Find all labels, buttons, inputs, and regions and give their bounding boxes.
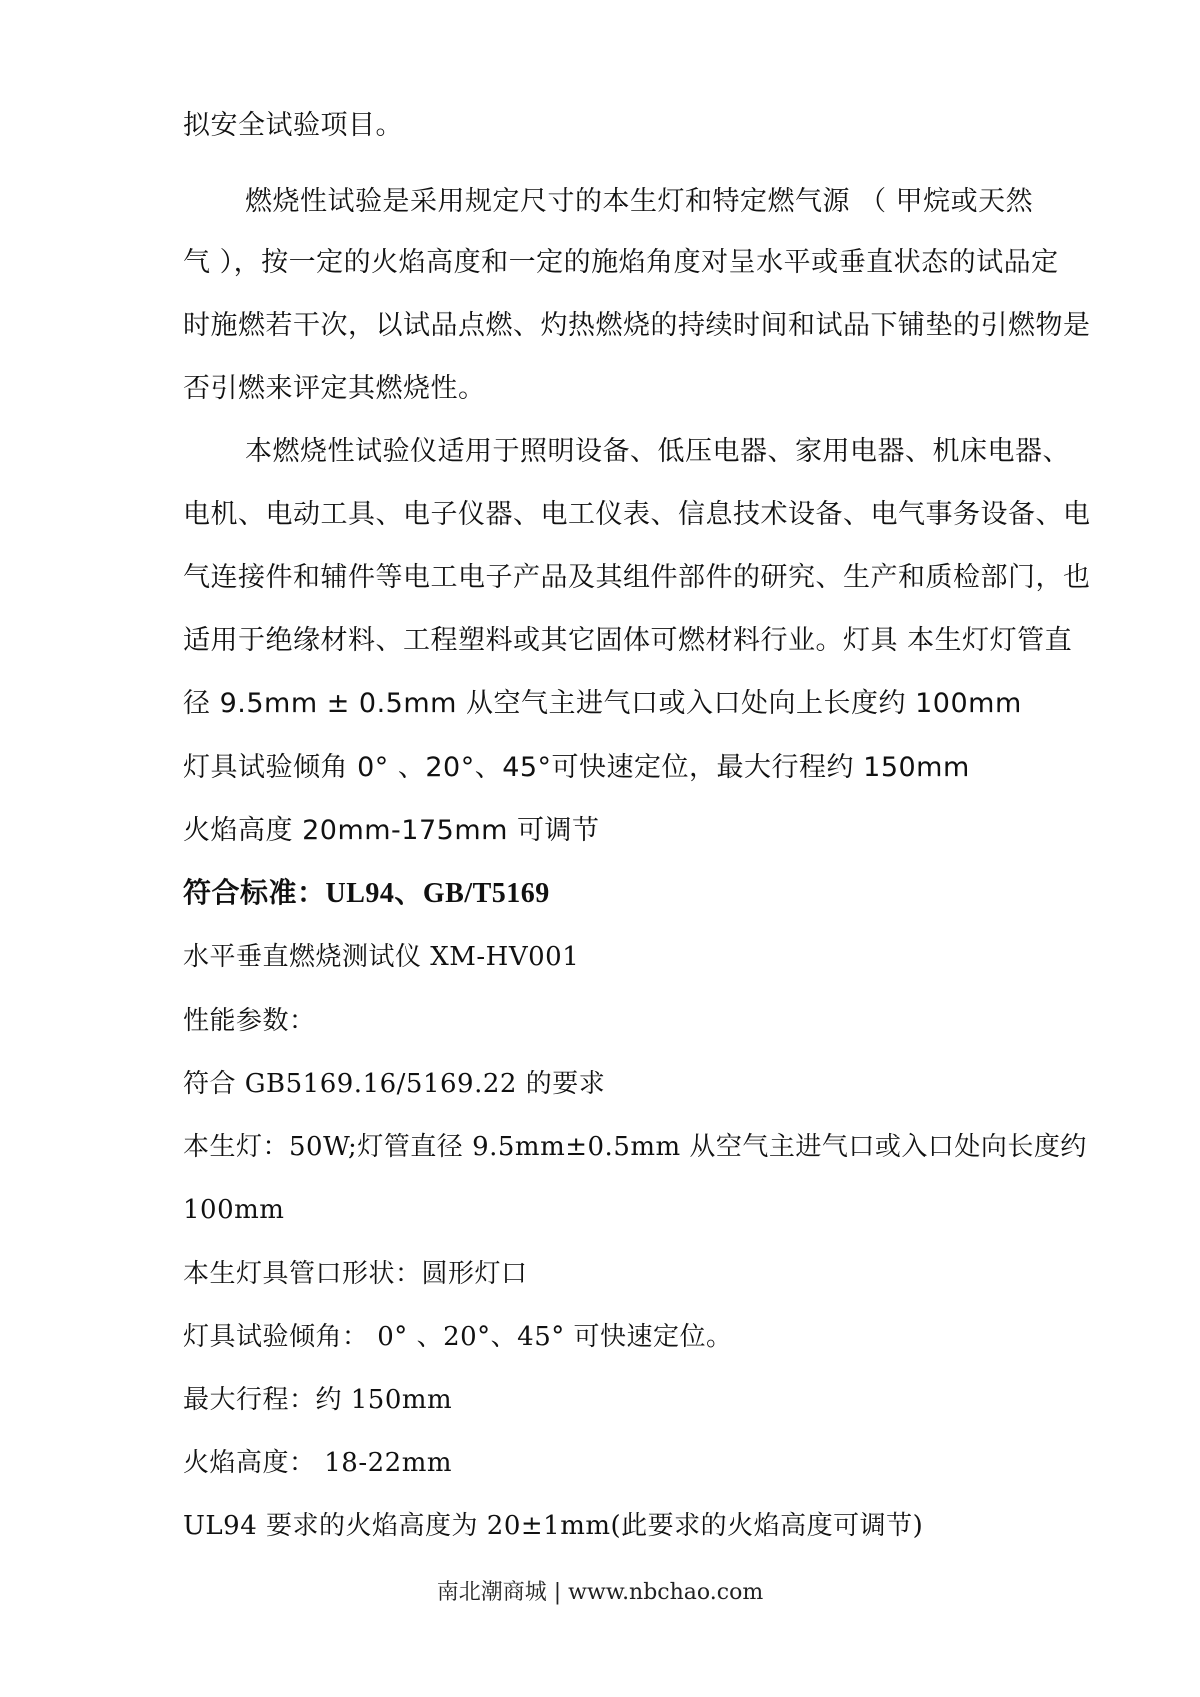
paragraph-line: 气 ），按一定的火焰高度和一定的施焰角度对呈水平或垂直状态的试品定 (183, 247, 1059, 278)
paragraph-line: 气连接件和辅件等电工电子产品及其组件部件的研究、生产和质检部门，也 (183, 562, 1091, 593)
spec-line: 100mm (183, 1195, 285, 1225)
spec-line: 符合 GB5169.16/5169.22 的要求 (183, 1069, 606, 1099)
paragraph-line: 电机、电动工具、电子仪器、电工仪表、信息技术设备、电气事务设备、电 (183, 499, 1091, 530)
section-heading: 性能参数： (183, 1006, 316, 1036)
spec-line: 本生灯具管口形状：圆形灯口 (183, 1259, 528, 1289)
text-line: 拟安全试验项目。 (183, 110, 403, 141)
spec-line: 火焰高度 20mm-175mm 可调节 (183, 815, 600, 846)
standard-heading: 符合标准：UL94、GB/T5169 (183, 878, 550, 909)
spec-line: 灯具试验倾角： 0° 、20°、45° 可快速定位。 (183, 1322, 733, 1352)
paragraph-line: 时施燃若干次，以试品点燃、灼热燃烧的持续时间和试品下铺垫的引燃物是 (183, 310, 1091, 341)
spec-line: UL94 要求的火焰高度为 20±1mm(此要求的火焰高度可调节) (183, 1511, 924, 1541)
paragraph-line: 燃烧性试验是采用规定尺寸的本生灯和特定燃气源 （ 甲烷或天然 (245, 186, 1034, 217)
paragraph-line: 否引燃来评定其燃烧性。 (183, 373, 486, 404)
page-footer: 南北潮商城 | www.nbchao.com (436, 1580, 764, 1605)
spec-line: 灯具试验倾角 0° 、20°、45°可快速定位，最大行程约 150mm (183, 752, 970, 783)
paragraph-line: 适用于绝缘材料、工程塑料或其它固体可燃材料行业。灯具 本生灯灯管直 (183, 625, 1073, 656)
product-name: 水平垂直燃烧测试仪 XM-HV001 (183, 942, 580, 972)
spec-line: 最大行程：约 150mm (183, 1385, 453, 1415)
paragraph-line: 径 9.5mm ± 0.5mm 从空气主进气口或入口处向上长度约 100mm (183, 688, 1022, 719)
spec-line: 火焰高度： 18-22mm (183, 1448, 453, 1478)
spec-line: 本生灯：50W;灯管直径 9.5mm±0.5mm 从空气主进气口或入口处向长度约 (183, 1132, 1087, 1162)
paragraph-line: 本燃烧性试验仪适用于照明设备、低压电器、家用电器、机床电器、 (245, 436, 1070, 467)
